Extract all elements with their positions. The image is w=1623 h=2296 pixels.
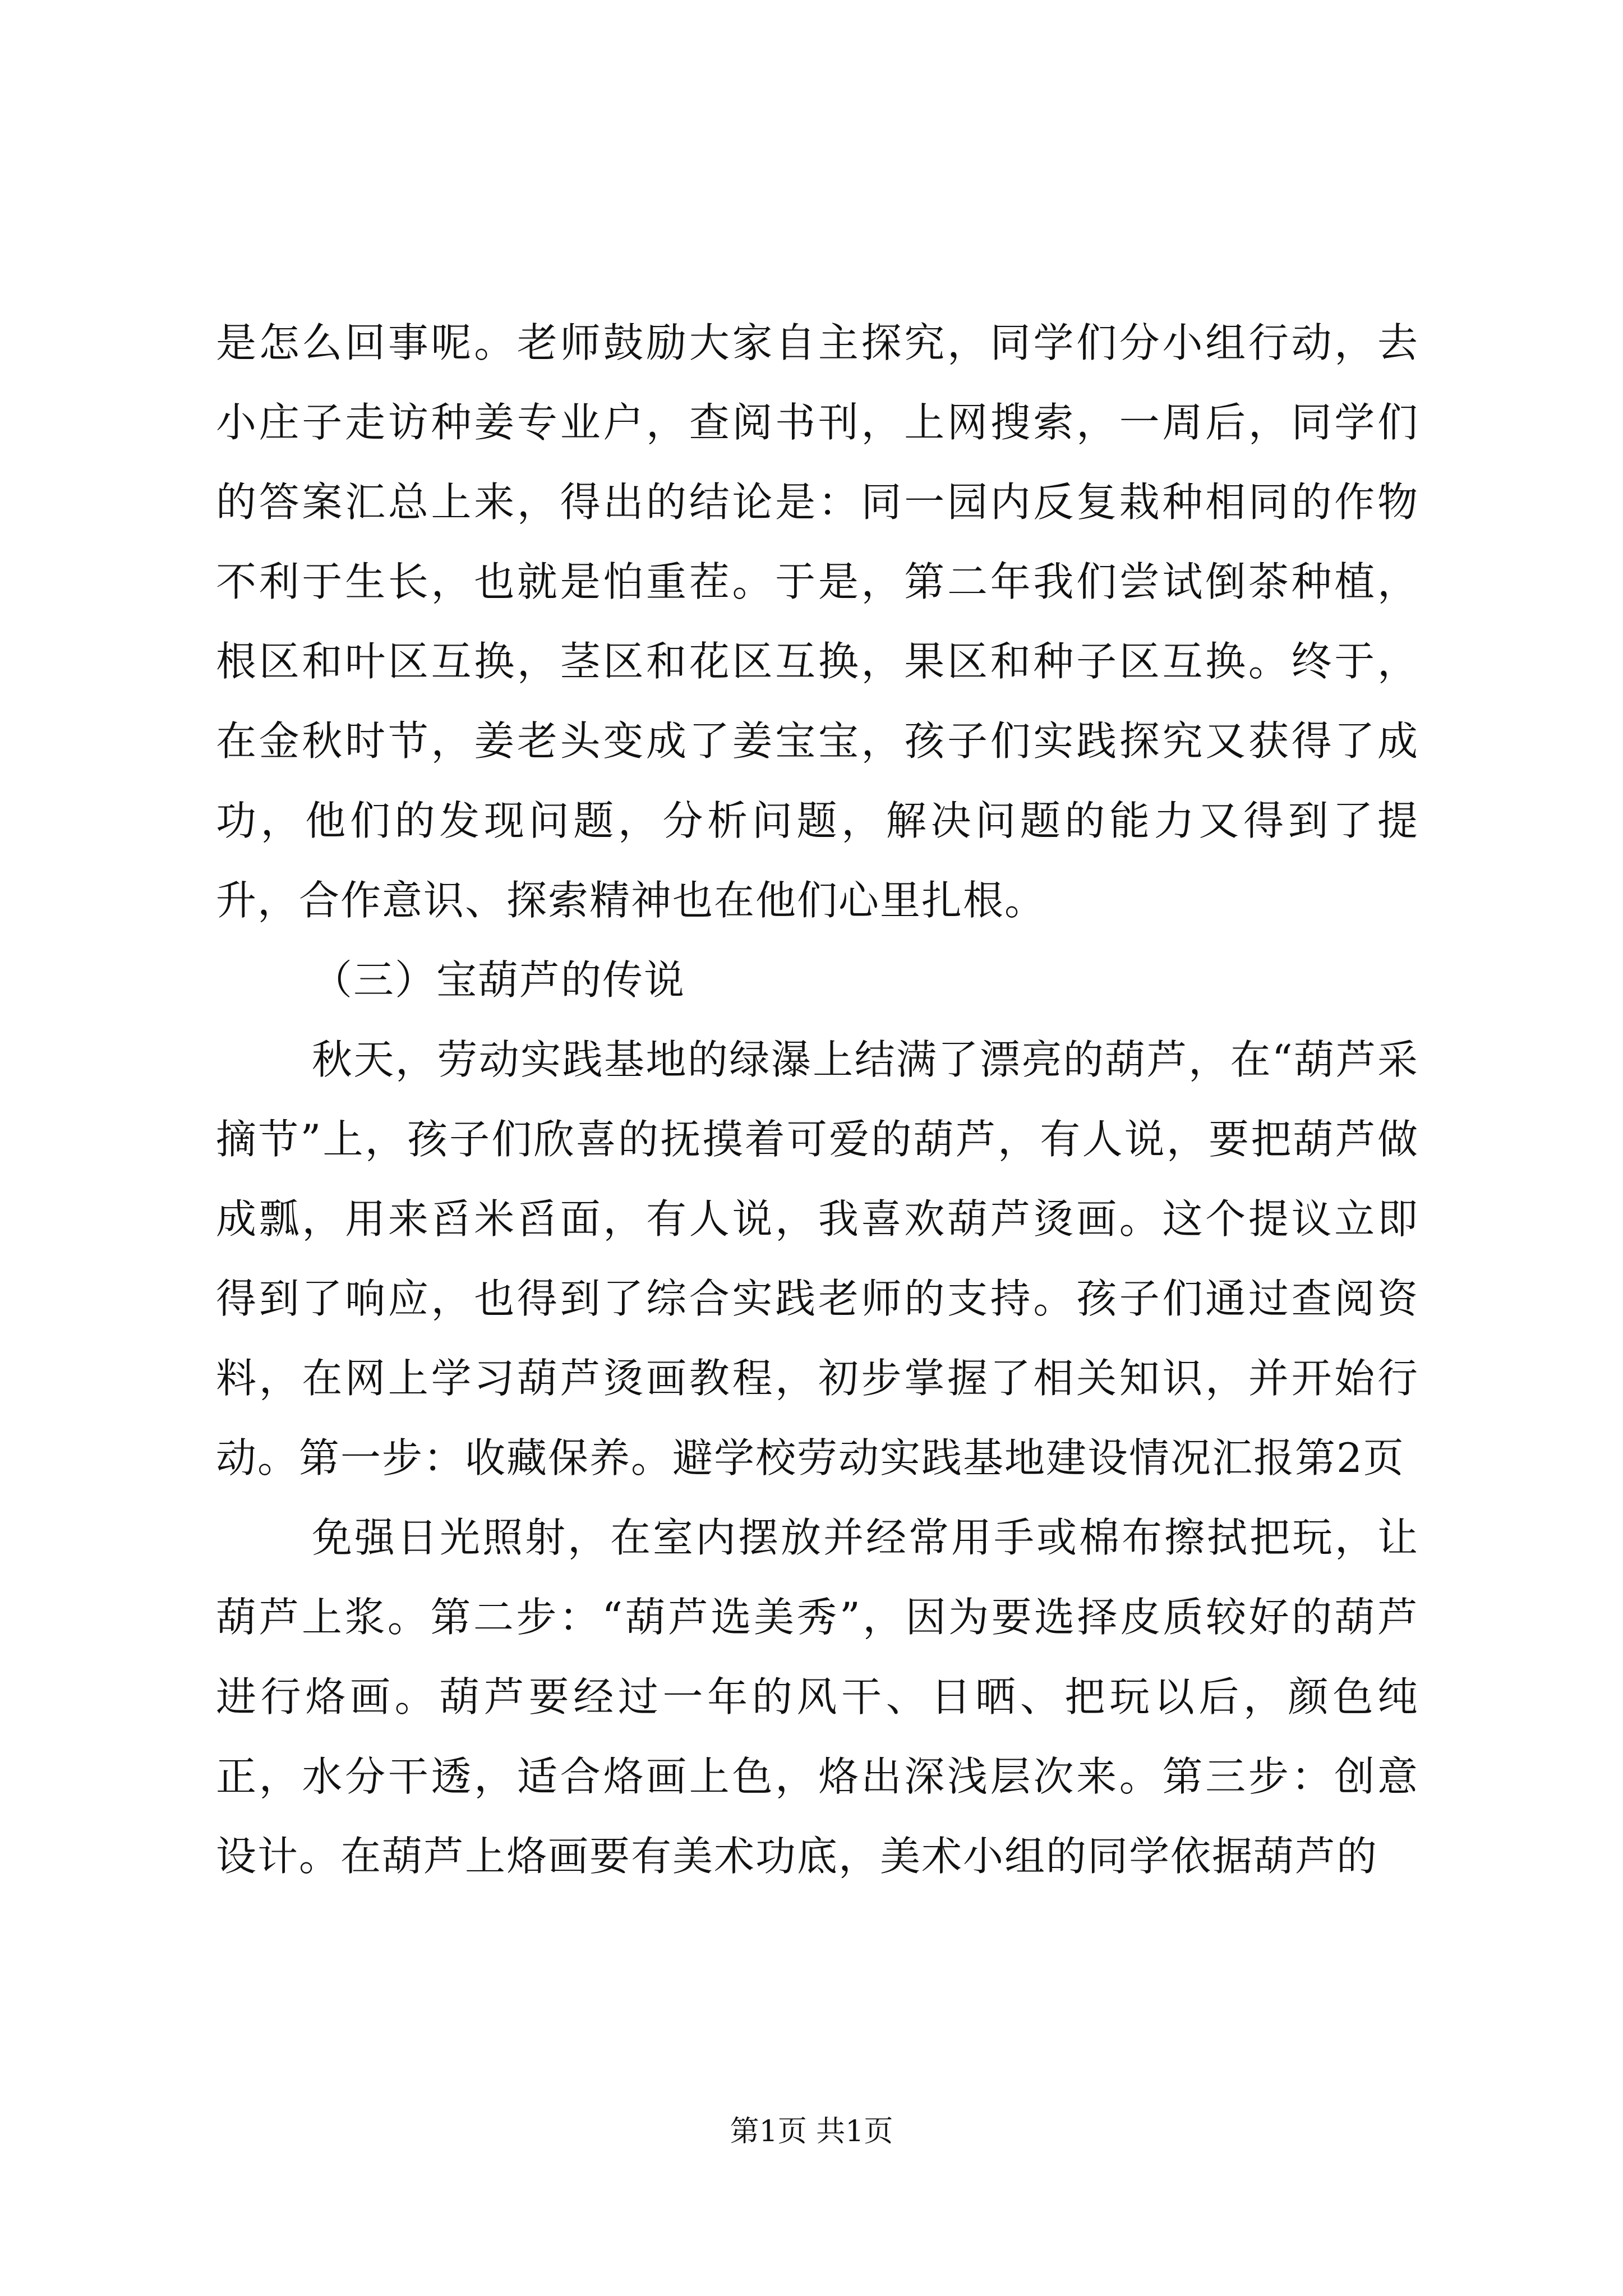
paragraph-gourd-festival: 秋天，劳动实践基地的绿瀑上结满了漂亮的葫芦，在“葫芦采摘节”上，孩子们欣喜的抚摸着可爱的葫芦，有人说，要把葫芦做成瓢，用来舀米舀面，有人说，我喜欢葫芦烫画。这个提议立即得到了响应，也得到了综合实践老师的支持。孩子们通过查阅资料，在网上学习葫芦烫画教程，初步掌握了相关知识，并开始行动。第一步：收藏保养。避学校劳动实践基地建设情况汇报第2页 (216, 1036, 1419, 1481)
page-footer: 第1页 共1页 (730, 2115, 893, 2148)
paragraph-gourd-steps: 免强日光照射，在室内摆放并经常用手或棉布擦拭把玩，让葫芦上浆。第二步：“葫芦选美秀”，因为要选择皮质较好的葫芦进行烙画。葫芦要经过一年的风干、日晒、把玩以后，颜色纯正，水分干透，适合烙画上色，烙出深浅层次来。第三步：创意设计。在葫芦上烙画要有美术功底，美术小组的同学依据葫芦的 (216, 1514, 1419, 1880)
paragraph-continuation: 是怎么回事呢。老师鼓励大家自主探究，同学们分小组行动，去小庄子走访种姜专业户，查阅书刊，上网搜索，一周后，同学们的答案汇总上来，得出的结论是：同一园内反复栽种相同的作物不利于生长，也就是怕重茬。于是，第二年我们尝试倒茶种植，根区和叶区互换，茎区和花区互换，果区和种子区互换。终于，在金秋时节，姜老头变成了姜宝宝，孩子们实践探究又获得了成功，他们的发现问题，分析问题，解决问题的能力又得到了提升，合作意识、探索精神也在他们心里扎根。 (216, 319, 1419, 924)
document-body (216, 303, 1419, 1896)
section-heading: （三）宝葫芦的传说 (312, 956, 686, 1004)
